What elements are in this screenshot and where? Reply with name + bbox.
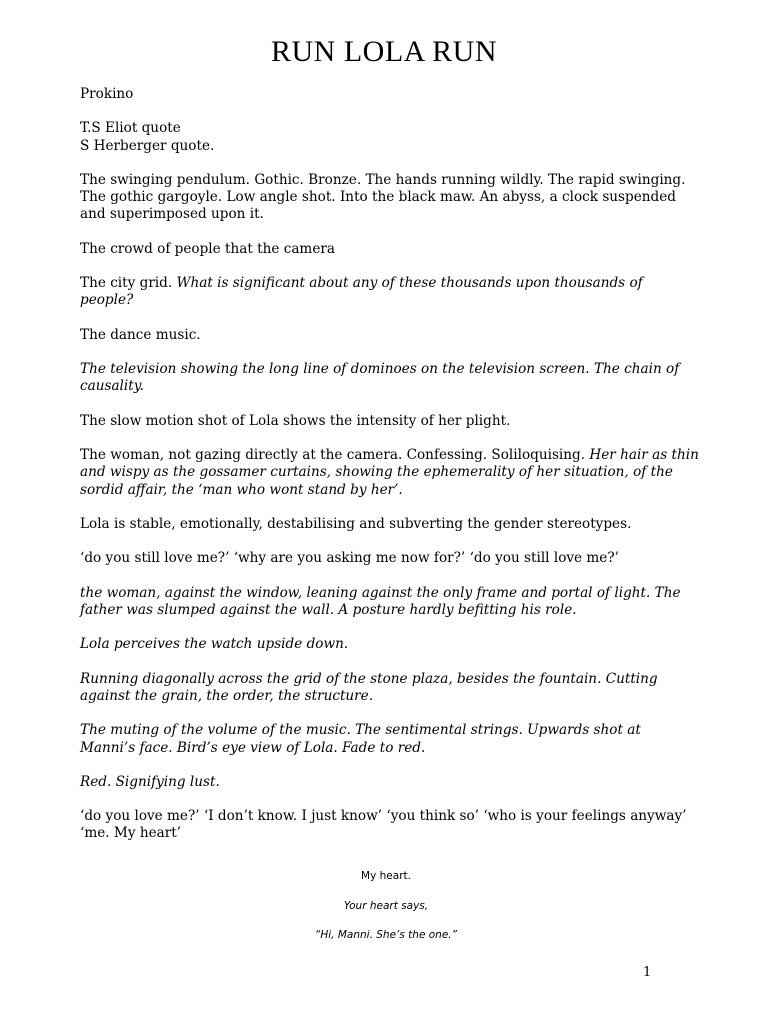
paragraph-city-grid (80, 275, 700, 309)
paragraph-eliot-quote: T.S Eliot quote (80, 120, 181, 137)
city-grid-question: What is significant about any of these thousands upon thousands of people? (80, 275, 643, 309)
paragraph-crowd: The crowd of people that the camera (80, 240, 335, 257)
paragraph-running-diagonally: Running diagonally across the grid of the stone plaza, besides the fountain. Cutting against the grain, the order, the structure. (80, 670, 658, 704)
city-grid-text: The city grid. (80, 275, 177, 292)
document-title: RUN LOLA RUN (270, 35, 497, 68)
paragraph-red: Red. Signifying lust. (80, 773, 220, 790)
woman-confessing-text: The woman, not gazing directly at the camera. Confessing. Soliloquising. (80, 447, 590, 464)
page-number: 1 (643, 965, 652, 980)
paragraph-still-love-me: ‘do you still love me?’ ‘why are you asking me now for?’ ‘do you still love me?’ (80, 550, 619, 567)
paragraph-watch: Lola perceives the watch upside down. (80, 636, 349, 653)
paragraph-slow-motion: The slow motion shot of Lola shows the intensity of her plight. (80, 412, 511, 429)
centered-line-your-heart: Your heart says, (343, 900, 429, 912)
paragraph-woman-confessing (80, 447, 700, 499)
paragraph-do-you-love-me: ‘do you love me?’ ‘I don’t know. I just know’ ‘you think so’ ‘who is your feelings anyway’ ‘me. My heart’ (80, 808, 687, 842)
paragraph-dance-music: The dance music. (80, 326, 201, 343)
centered-line-my-heart: My heart. (361, 870, 411, 882)
paragraph-lola-stable: Lola is stable, emotionally, destabilising and subverting the gender stereotypes. (80, 515, 632, 532)
paragraph-television: The television showing the long line of dominoes on the television screen. The chain of causality. (80, 361, 680, 395)
paragraph-herberger-quote: S Herberger quote. (80, 137, 215, 154)
paragraph-prokino: Prokino (80, 86, 134, 102)
paragraph-pendulum: The swinging pendulum. Gothic. Bronze. The hands running wildly. The rapid swinging. The gothic gargoyle. Low angle shot. Into the black maw. An abyss, a clock suspended and superimposed upon it. (80, 171, 686, 223)
document-body (80, 86, 700, 860)
paragraph-muting: The muting of the volume of the music. The sentimental strings. Upwards shot at Manni’s face. Bird’s eye view of Lola. Fade to red. (80, 722, 641, 756)
paragraph-woman-window: the woman, against the window, leaning against the only frame and portal of light. The father was slumped against the wall. A posture hardly befitting his role. (80, 584, 681, 618)
woman-hair-text: Her hair as thin and wispy as the gossamer curtains, showing the ephemerality of her situation, of the sordid affair, the ‘man who wont stand by her’. (80, 447, 699, 498)
centered-line-hi-manni: “Hi, Manni. She’s the one.” (314, 929, 458, 941)
